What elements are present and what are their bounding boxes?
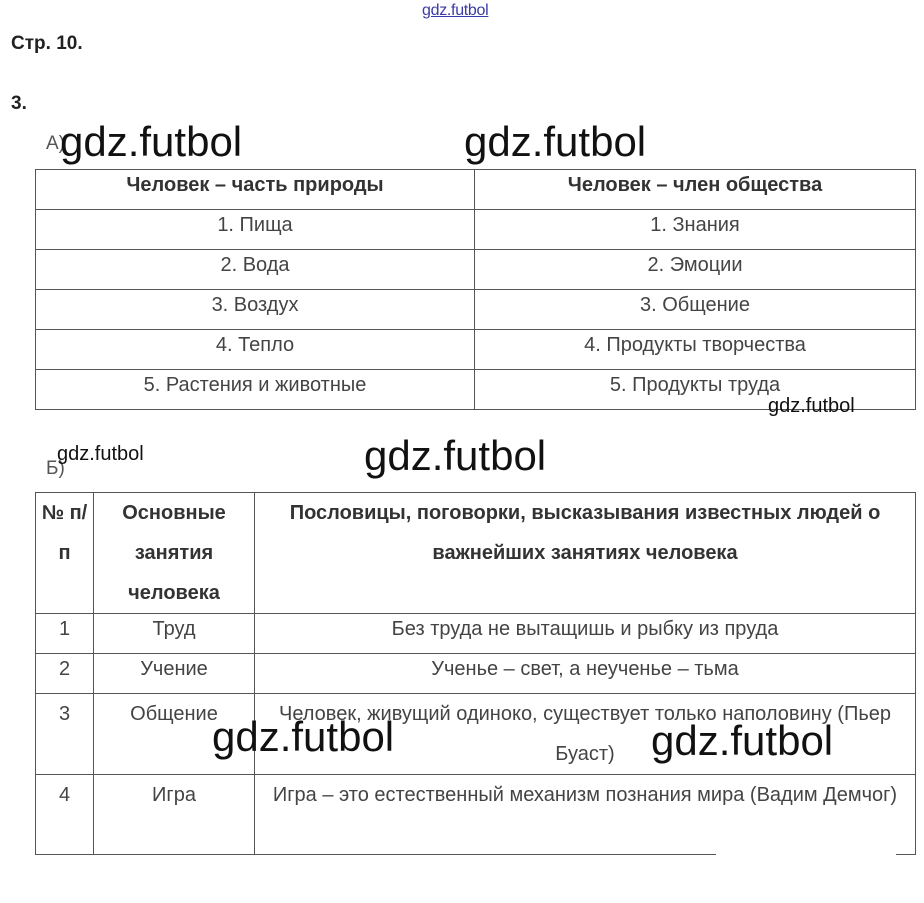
table-row [36,654,916,694]
cell-nature: 2. Вода [36,250,475,290]
watermark: gdz.futbol [212,713,395,760]
section-b-label: Б) [46,458,65,479]
table-row [36,614,916,654]
cell-number: 2 [36,654,94,694]
cell-occupation: Игра [94,775,255,855]
cell-proverb: Человек, живущий одиноко, существует только наполовину (Пьер Буаст) [255,694,916,775]
watermark: gdz.futbol [364,432,547,479]
page-reference: Стр. 10. [11,33,83,54]
table-row [36,210,916,250]
header-occupation: Основные занятия человека [94,493,255,614]
cell-society: 3. Общение [475,290,916,330]
watermark: gdz.futbol [651,717,834,764]
watermark: gdz.futbol [57,443,144,465]
table-header-row [36,493,916,614]
table-occupations-proverbs [35,492,916,855]
cell-society: 2. Эмоции [475,250,916,290]
cell-nature: 3. Воздух [36,290,475,330]
cell-proverb: Игра – это естественный механизм познания мира (Вадим Демчог) [255,775,916,855]
top-watermark-link[interactable]: gdz.futbol [422,2,489,19]
cell-nature: 1. Пища [36,210,475,250]
table-human-nature-society [35,169,916,410]
cell-proverb: Ученье – свет, а неученье – тьма [255,654,916,694]
cell-occupation: Общение [94,694,255,775]
cell-society: 1. Знания [475,210,916,250]
table-header-row [36,170,916,210]
cell-occupation: Учение [94,654,255,694]
cell-nature: 4. Тепло [36,330,475,370]
header-nature: Человек – часть природы [36,170,475,210]
watermark: gdz.futbol [464,118,647,165]
header-society: Человек – член общества [475,170,916,210]
task-number: 3. [11,93,27,114]
cell-society: 5. Продукты труда [475,370,916,410]
watermark: gdz.futbol [768,395,855,417]
cell-society: 4. Продукты творчества [475,330,916,370]
table-row [36,775,916,855]
watermark: gdz.futbol [60,118,243,165]
header-proverbs: Пословицы, поговорки, высказывания известных людей о важнейших занятиях человека [255,493,916,614]
section-a-label: А) [46,133,65,154]
table-row [36,330,916,370]
table-row [36,290,916,330]
border-gap [716,851,896,855]
cell-occupation: Труд [94,614,255,654]
cell-proverb: Без труда не вытащишь и рыбку из пруда [255,614,916,654]
header-number: № п/п [36,493,94,614]
cell-nature: 5. Растения и животные [36,370,475,410]
table-row [36,250,916,290]
cell-number: 3 [36,694,94,775]
cell-number: 1 [36,614,94,654]
cell-number: 4 [36,775,94,855]
